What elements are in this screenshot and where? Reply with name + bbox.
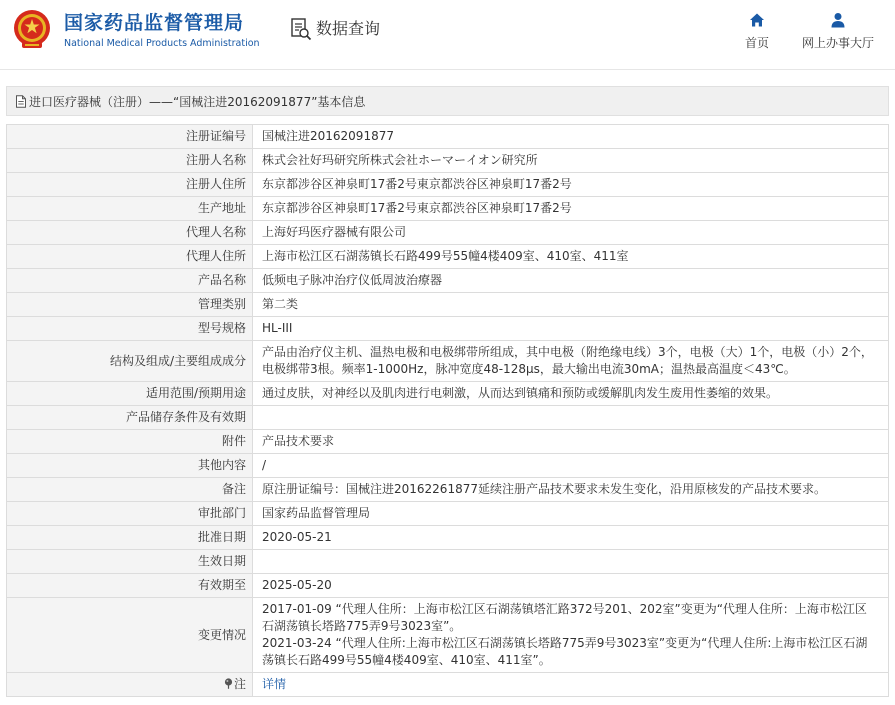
field-label: 生效日期 (7, 550, 253, 574)
table-row-13 (7, 454, 889, 478)
table-row-changes (7, 598, 889, 673)
site-header (0, 0, 895, 70)
field-label: 其他内容 (7, 454, 253, 478)
nav-online-hall[interactable] (798, 12, 878, 51)
field-value (253, 406, 889, 430)
field-label: 审批部门 (7, 502, 253, 526)
note-label: 注 (233, 677, 246, 691)
field-value: / (253, 454, 889, 478)
table-row-10 (7, 382, 889, 406)
field-label: 有效期至 (7, 574, 253, 598)
field-label: 代理人名称 (7, 221, 253, 245)
org-name-en: National Medical Products Administration (64, 38, 260, 49)
field-value: HL-III (253, 317, 889, 341)
field-label: 产品储存条件及有效期 (7, 406, 253, 430)
table-row-14 (7, 478, 889, 502)
table-row-18 (7, 574, 889, 598)
table-row-17 (7, 550, 889, 574)
field-value: 2020-05-21 (253, 526, 889, 550)
site-logo[interactable] (64, 12, 260, 50)
home-icon (749, 12, 765, 28)
device-info-table-body (7, 125, 889, 697)
table-row-note (7, 673, 889, 697)
org-name-cn: 国家药品监督管理局 (64, 12, 245, 34)
nav-online-hall-label: 网上办事大厅 (801, 36, 874, 50)
note-value-cell (253, 673, 889, 697)
field-value: 东京都涉谷区神泉町17番2号東京都渋谷区神泉町17番2号 (253, 197, 889, 221)
table-row-11 (7, 406, 889, 430)
field-label: 结构及组成/主要组成成分 (7, 341, 253, 382)
field-value: 第二类 (253, 293, 889, 317)
device-info-table (6, 124, 889, 697)
field-label: 注册证编号 (7, 125, 253, 149)
table-row-1 (7, 149, 889, 173)
field-value: 上海好玛医疗器械有限公司 (253, 221, 889, 245)
nav-home[interactable] (741, 12, 773, 51)
nav-home-label: 首页 (744, 36, 769, 50)
field-value (253, 550, 889, 574)
national-emblem-icon (12, 8, 52, 52)
table-row-7 (7, 293, 889, 317)
table-row-15 (7, 502, 889, 526)
search-document-icon (290, 17, 312, 41)
table-row-0 (7, 125, 889, 149)
field-label: 生产地址 (7, 197, 253, 221)
field-value: 东京都涉谷区神泉町17番2号東京都渋谷区神泉町17番2号 (253, 173, 889, 197)
field-label: 备注 (7, 478, 253, 502)
query-title-text: 数据查询 (316, 19, 381, 38)
field-value: 低频电子脉冲治疗仪低周波治療器 (253, 269, 889, 293)
table-row-3 (7, 197, 889, 221)
table-row-16 (7, 526, 889, 550)
field-label: 代理人住所 (7, 245, 253, 269)
field-label: 型号规格 (7, 317, 253, 341)
table-row-4 (7, 221, 889, 245)
field-value: 国械注进20162091877 (253, 125, 889, 149)
detail-link[interactable]: 详情 (262, 677, 287, 691)
document-icon (15, 95, 27, 108)
table-row-6 (7, 269, 889, 293)
field-label: 产品名称 (7, 269, 253, 293)
data-query-title (290, 17, 380, 41)
table-row-2 (7, 173, 889, 197)
change-entry: 2017-01-09 “代理人住所：上海市松江区石湖荡镇塔汇路372号201、202室”变更为“代理人住所：上海市松江区石湖荡镇长塔路775弄9号3023室”。 (262, 602, 867, 633)
field-value: 通过皮肤，对神经以及肌肉进行电刺激，从而达到镇痛和预防或缓解肌肉发生废用性萎缩的效果。 (253, 382, 889, 406)
breadcrumb-text: 进口医疗器械（注册）——“国械注进20162091877”基本信息 (29, 94, 366, 109)
field-label: 附件 (7, 430, 253, 454)
table-row-9 (7, 341, 889, 382)
pin-icon (224, 678, 233, 689)
field-value: 株式会社好玛研究所株式会社ホーマーイオン研究所 (253, 149, 889, 173)
field-value: 产品技术要求 (253, 430, 889, 454)
table-row-8 (7, 317, 889, 341)
note-label-cell (7, 673, 253, 697)
field-label: 管理类别 (7, 293, 253, 317)
field-value: 原注册证编号：国械注进20162261877延续注册产品技术要求未发生变化，沿用原核发的产品技术要求。 (253, 478, 889, 502)
change-entry: 2021-03-24 “代理人住所:上海市松江区石湖荡镇长塔路775弄9号3023室”变更为“代理人住所:上海市松江区石湖荡镇长石路499号55幢4楼409室、410室、411室”。 (262, 636, 868, 667)
field-label: 注册人住所 (7, 173, 253, 197)
breadcrumb (6, 86, 889, 116)
table-row-5 (7, 245, 889, 269)
field-value: 上海市松江区石湖荡镇长石路499号55幢4楼409室、410室、411室 (253, 245, 889, 269)
change-history (253, 598, 889, 673)
field-label: 批准日期 (7, 526, 253, 550)
field-value: 国家药品监督管理局 (253, 502, 889, 526)
table-row-12 (7, 430, 889, 454)
field-label: 变更情况 (7, 598, 253, 673)
field-label: 注册人名称 (7, 149, 253, 173)
user-icon (830, 12, 846, 28)
field-value: 产品由治疗仪主机、温热电极和电极绑带所组成，其中电极（附绝缘电线）3个，电极（大）1个，电极（小）2个，电极绑带3根。频率1-1000Hz，脉冲宽度48-128μs，最大输出电流30mA；温热最高温度＜43℃。 (253, 341, 889, 382)
field-label: 适用范围/预期用途 (7, 382, 253, 406)
field-value: 2025-05-20 (253, 574, 889, 598)
